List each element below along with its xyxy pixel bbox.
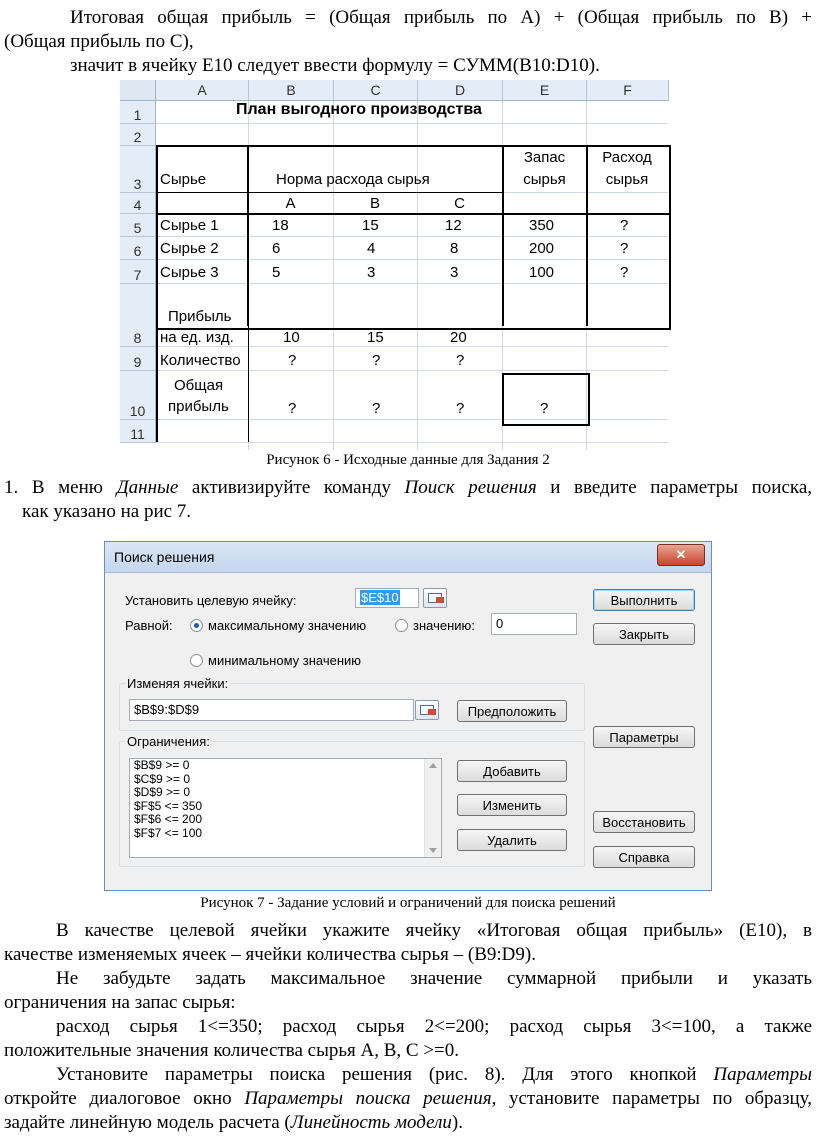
solver-dialog (104, 541, 712, 891)
cell-c9: ? (372, 352, 381, 369)
dialog-title: Поиск решения (114, 549, 215, 565)
cell-b8: 10 (283, 329, 300, 346)
column-header-e: E (503, 80, 587, 101)
para-4-text-1: Установите параметры поиска решения (рис. 8). Для этого кнопкой (56, 1064, 714, 1085)
cell-b9: ? (288, 352, 297, 369)
linear-model-ref: Линейность модели (290, 1112, 452, 1133)
options-ref: Параметры (713, 1064, 812, 1085)
equal-to-label: Равной: (125, 618, 173, 633)
step-text-2: активизируйте команду (178, 477, 405, 498)
para-2-line-1: Не забудьте задать максимальное значение суммарной прибыли и указать (56, 968, 812, 989)
cell-b10: ? (288, 400, 297, 417)
row-header-5: 5 (120, 214, 156, 237)
cell-grid (156, 101, 668, 450)
cell-b5: 18 (272, 217, 289, 234)
target-cell-collapse-icon[interactable] (423, 588, 447, 608)
para-4-text-3: установите параметры по образцу, (496, 1088, 812, 1109)
options-dialog-ref: Параметры поиска решения, (244, 1088, 497, 1109)
intro-line-3: значит в ячейку Е10 следует ввести формулу = СУММ(B10:D10). (70, 55, 600, 76)
cell-c8: 15 (367, 329, 384, 346)
constraint-item[interactable]: $F$5 <= 350 (134, 798, 203, 813)
target-cell-input[interactable] (355, 588, 419, 608)
guess-button[interactable]: Предположить (457, 700, 567, 722)
cell-e3-line2: сырья (523, 171, 566, 188)
intro-line-2: (Общая прибыль по С), (4, 31, 194, 52)
cell-a10-line1: Общая (174, 377, 224, 394)
value-of-label: значению: (413, 618, 475, 633)
cell-a8-line2: на ед. изд. (160, 329, 234, 346)
cell-a5: Сырье 1 (160, 217, 219, 234)
para-4-text-4: задайте линейную модель расчета ( (4, 1112, 291, 1133)
row-header-6: 6 (120, 237, 156, 260)
cell-a6: Сырье 2 (160, 240, 219, 257)
column-header-a: A (156, 80, 249, 101)
solve-button[interactable]: Выполнить (593, 589, 695, 611)
value-of-input[interactable]: 0 (491, 613, 577, 635)
cell-f5: ? (620, 217, 629, 234)
help-button[interactable]: Справка (593, 846, 695, 868)
para-4-line-1 (56, 1063, 812, 1087)
constraint-item[interactable]: $B$9 >= 0 (134, 758, 190, 772)
para-4-text-2: откройте диалоговое окно (4, 1088, 245, 1109)
cell-d9: ? (456, 352, 465, 369)
constraint-item[interactable]: $D$9 >= 0 (134, 785, 191, 799)
scroll-up-icon[interactable] (429, 763, 437, 768)
step-1-line-1 (4, 476, 812, 500)
target-cell-label: Установить целевую ячейку: (125, 593, 297, 608)
constraint-item[interactable]: $F$7 <= 100 (134, 825, 203, 840)
changing-cells-input[interactable]: $B$9:$D$9 (129, 699, 414, 721)
sheet-title: План выгодного производства (236, 101, 482, 118)
row-header-8: 8 (120, 284, 156, 347)
para-3-line-2: положительные значения количества сырья А, В, С >=0. (4, 1040, 459, 1061)
para-4-text-5: ). (451, 1112, 463, 1133)
cell-d10: ? (456, 400, 465, 417)
cell-e10: ? (540, 400, 549, 417)
constraint-item[interactable]: $F$6 <= 200 (134, 812, 203, 826)
spreadsheet-figure (120, 80, 668, 450)
cell-c4: В (369, 195, 380, 212)
cell-d6: 8 (450, 240, 459, 257)
min-radio-label: минимальному значению (208, 653, 362, 668)
cell-c5: 15 (362, 217, 379, 234)
min-radio[interactable] (190, 654, 203, 667)
cell-a10-line2: прибыль (168, 398, 229, 415)
cell-b3: Норма расхода сырья (276, 171, 430, 188)
step-number: 1. (4, 477, 19, 498)
cell-e5: 350 (529, 217, 555, 234)
para-2-line-2: ограничения на запас сырья: (4, 992, 236, 1013)
cell-c10: ? (372, 400, 381, 417)
cell-e6: 200 (529, 240, 555, 257)
close-icon[interactable]: ✕ (657, 544, 705, 566)
select-all-corner (120, 80, 156, 101)
cell-f7: ? (620, 264, 629, 281)
cell-b6: 6 (272, 240, 281, 257)
step-text-3: и введите параметры поиска, (536, 477, 813, 498)
reset-all-button[interactable]: Восстановить (593, 811, 695, 833)
intro-line-1: Итоговая общая прибыль = (Общая прибыль по А) + (Общая прибыль по В) + (70, 7, 812, 28)
cell-b7: 5 (272, 264, 281, 281)
cell-f3-line2: сырья (605, 171, 649, 188)
cell-e7: 100 (529, 264, 555, 281)
change-button[interactable]: Изменить (457, 794, 567, 816)
para-1-line-2: качестве изменяемых ячеек – ячейки количества сырья – (В9:D9). (4, 944, 536, 965)
step-1-line-2: как указано на рис 7. (22, 501, 192, 522)
column-header-f: F (587, 80, 669, 101)
cell-d8: 20 (450, 329, 467, 346)
cell-a8-line1: Прибыль (168, 308, 232, 325)
figure-6-caption: Рисунок 6 - Исходные данные для Задания 2 (266, 452, 550, 468)
para-3-line-1: расход сырья 1<=350; расход сырья 2<=200; расход сырья 3<=100, а также (56, 1016, 812, 1037)
max-radio-label: максимальному значению (208, 618, 367, 633)
cell-c7: 3 (367, 264, 376, 281)
close-button[interactable]: Закрыть (593, 623, 695, 645)
para-1-line-1: В качестве целевой ячейки укажите ячейку «Итоговая общая прибыль» (Е10), в (56, 920, 812, 941)
constraint-item[interactable]: $C$9 >= 0 (134, 771, 191, 786)
delete-button[interactable]: Удалить (457, 829, 567, 851)
column-header-c: C (334, 80, 418, 101)
cell-a7: Сырье 3 (160, 264, 219, 281)
column-header-d: D (418, 80, 503, 101)
cell-d4: С (454, 195, 465, 212)
row-header-9: 9 (120, 347, 156, 371)
cell-d7: 3 (450, 264, 459, 281)
scroll-down-icon[interactable] (429, 848, 437, 853)
cell-a9: Количество (160, 352, 241, 369)
row-header-1: 1 (120, 101, 156, 124)
target-cell-value: $E$10 (361, 590, 399, 605)
row-header-4: 4 (120, 193, 156, 214)
row-header-2: 2 (120, 124, 156, 146)
options-button[interactable]: Параметры (593, 726, 695, 748)
step-text-1: В меню (31, 477, 117, 498)
row-header-7: 7 (120, 260, 156, 284)
cell-c6: 4 (367, 240, 376, 257)
cell-e3-line1: Запас (523, 149, 566, 166)
cell-f3-line1: Расход (602, 149, 652, 166)
cell-d5: 12 (445, 217, 462, 234)
changing-cells-collapse-icon[interactable] (415, 700, 439, 720)
column-header-b: B (249, 80, 334, 101)
value-of-radio[interactable] (395, 619, 408, 632)
para-4-line-2 (4, 1087, 812, 1111)
cell-b4: А (285, 195, 296, 212)
step-menu-name: Данные (116, 477, 179, 498)
add-button[interactable]: Добавить (457, 760, 567, 782)
step-command-name: Поиск решения (404, 477, 537, 498)
constraints-label: Ограничения: (127, 734, 210, 749)
constraints-list[interactable] (129, 758, 442, 858)
constraints-scrollbar[interactable] (424, 759, 441, 857)
cell-f6: ? (620, 240, 629, 257)
max-radio[interactable] (190, 619, 203, 632)
row-header-3: 3 (120, 146, 156, 193)
para-4-line-3 (4, 1111, 463, 1135)
figure-7-caption: Рисунок 7 - Задание условий и ограничений для поиска решений (200, 895, 616, 911)
changing-cells-label: Изменяя ячейки: (127, 676, 229, 691)
row-header-10: 10 (120, 371, 156, 420)
row-header-11: 11 (120, 420, 156, 443)
dialog-titlebar (105, 542, 711, 573)
cell-a3: Сырье (160, 171, 207, 188)
